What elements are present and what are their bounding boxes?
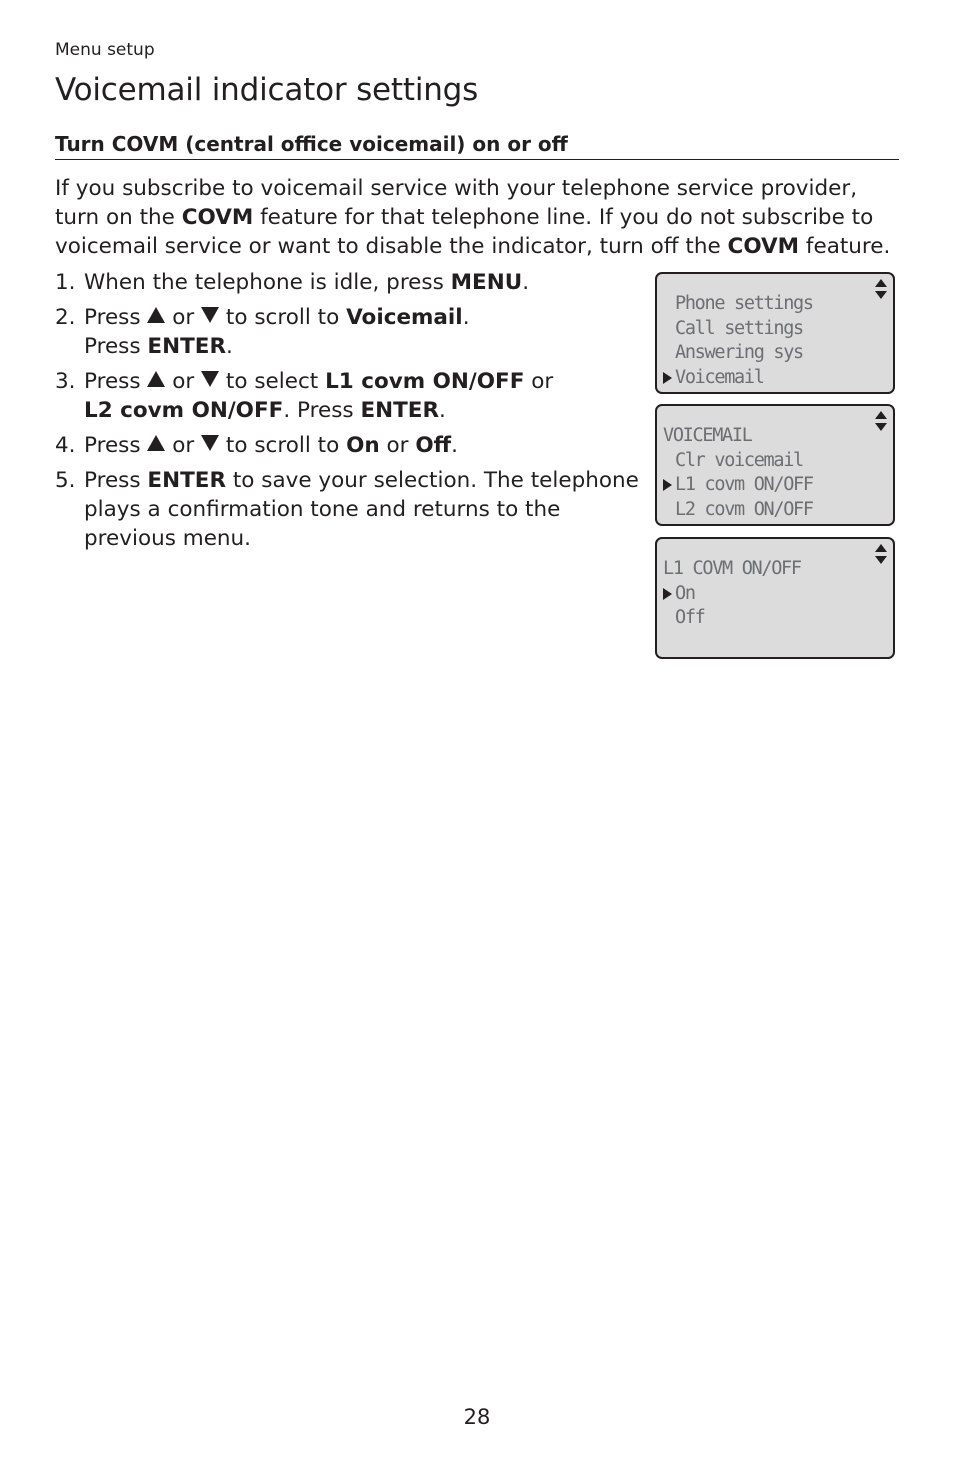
intro-text: feature for that telephone line. If you do not subscribe to voicemail service or want to disable the indicator, turn off the: [55, 205, 874, 259]
step-text: to scroll to: [219, 305, 347, 330]
step-text: Press: [84, 468, 148, 493]
step-text: to select: [219, 369, 326, 394]
step-text: or: [165, 305, 202, 330]
lcd-menu-item: Off: [675, 607, 705, 628]
step-text: Press: [84, 369, 148, 394]
step-item: [55, 431, 640, 460]
menu-name: Voicemail: [346, 305, 463, 330]
page-number: 28: [463, 1405, 491, 1429]
step-text: .: [451, 433, 458, 458]
step-text: or: [165, 433, 202, 458]
step-number: 4.: [55, 433, 76, 458]
intro-keyword: COVM: [181, 205, 254, 230]
menu-name: L2 covm ON/OFF: [84, 398, 284, 423]
step-text: Press: [84, 305, 148, 330]
step-text: .: [522, 270, 530, 295]
step-item: [55, 466, 640, 553]
step-text: Press: [84, 334, 148, 359]
subheading: Turn COVM (central office voicemail) on or off: [55, 132, 899, 160]
up-arrow-icon: [147, 435, 165, 451]
section-label: Menu setup: [55, 40, 155, 60]
key-name: ENTER: [147, 468, 227, 493]
intro-text: If you subscribe to voicemail service with your telephone service provider, turn on the: [55, 176, 858, 230]
step-item: [55, 367, 640, 425]
step-number: 5.: [55, 468, 76, 493]
lcd-menu-heading: VOICEMAIL: [663, 425, 752, 446]
down-arrow-icon: [201, 435, 219, 451]
step-text: .: [226, 334, 233, 359]
step-text: .: [462, 305, 470, 330]
step-number: 2.: [55, 305, 76, 330]
key-name: ENTER: [360, 398, 440, 423]
step-text: . Press: [283, 398, 361, 423]
step-number: 1.: [55, 270, 76, 295]
lcd-screen-main-menu: [655, 272, 895, 394]
lcd-menu-item-selected: On: [663, 582, 883, 607]
step-text: Press: [84, 433, 148, 458]
lcd-menu-item: Phone settings: [675, 293, 813, 314]
step-item: [55, 303, 640, 361]
lcd-screen-covm-setting: [655, 537, 895, 659]
lcd-menu-item: L2 covm ON/OFF: [675, 498, 813, 520]
step-text: to save your selection. The telephone plays a confirmation tone and returns to the previous menu.: [84, 468, 639, 551]
lcd-menu-item-selected: L1 covm ON/OFF: [663, 473, 883, 498]
step-text: or: [379, 433, 416, 458]
lcd-menu-item-selected: Voicemail: [663, 366, 883, 391]
instruction-steps: [55, 268, 640, 559]
lcd-menu-item: Answering sys: [675, 342, 803, 363]
lcd-menu-item: Clr voicemail: [675, 449, 803, 471]
step-text: to scroll to: [219, 433, 347, 458]
intro-paragraph: [55, 174, 905, 261]
step-number: 3.: [55, 369, 76, 394]
down-arrow-icon: [201, 371, 219, 387]
step-text: or: [524, 369, 554, 394]
option-name: Off: [415, 433, 452, 458]
lcd-menu-heading: L1 COVM ON/OFF: [663, 558, 801, 579]
menu-name: L1 covm ON/OFF: [325, 369, 525, 394]
key-name: ENTER: [147, 334, 227, 359]
up-arrow-icon: [147, 371, 165, 387]
page-title: Voicemail indicator settings: [55, 72, 479, 108]
lcd-screen-voicemail-menu: [655, 404, 895, 526]
intro-keyword: COVM: [727, 234, 800, 259]
down-arrow-icon: [201, 307, 219, 323]
step-item: [55, 268, 640, 297]
option-name: On: [346, 433, 380, 458]
up-arrow-icon: [147, 307, 165, 323]
selection-cursor-icon: [663, 479, 672, 491]
step-text: When the telephone is idle, press: [84, 270, 451, 295]
step-text: .: [439, 398, 446, 423]
step-text: or: [165, 369, 202, 394]
selection-cursor-icon: [663, 372, 672, 384]
selection-cursor-icon: [663, 588, 672, 600]
key-name: MENU: [450, 270, 523, 295]
lcd-menu-item: Call settings: [675, 317, 803, 339]
intro-text: feature.: [799, 234, 891, 259]
